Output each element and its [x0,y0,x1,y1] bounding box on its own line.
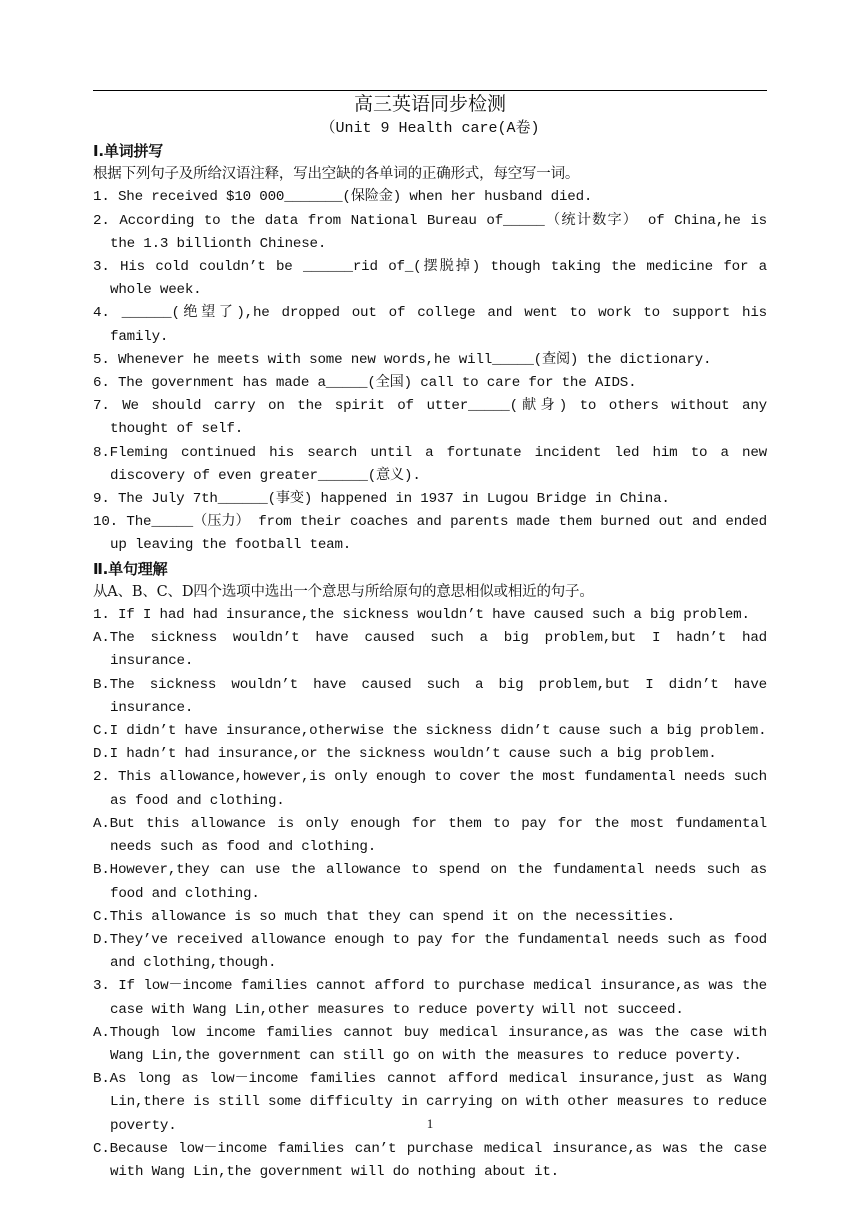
spelling-item: 4. ______(绝望了),he dropped out of college and went to work to support his family. [93,305,767,345]
question-stem: 2. This allowance,however,is only enough to cover the most fundamental needs such as food and clothing. [93,769,767,809]
spelling-item: 6. The government has made a_____(全国) call to care for the AIDS. [93,375,637,392]
question-stem: 1. If I had had insurance,the sickness wouldn’t have caused such a big problem. [93,607,750,624]
answer-option: D.They’ve received allowance enough to pay for the fundamental needs such as food and clothing,though. [93,931,767,972]
page-title: 高三英语同步检测 [353,93,506,115]
section-heading: Ⅰ.单词拼写 [93,142,164,160]
document-body [93,140,767,1184]
answer-option: B.As long as low－income families cannot afford medical insurance,just as Wang Lin,there is still some difficulty in carrying on with other measures to reduce poverty. [93,1071,767,1134]
spelling-item: 7. We should carry on the spirit of utter_____(献身) to others without any thought of self. [93,398,767,438]
section-instruction: 从A、B、C、D四个选项中选出一个意思与所给原句的意思相似或相近的句子。 [93,583,594,600]
answer-option: C.This allowance is so much that they can spend it on the necessities. [93,908,675,925]
answer-option: B.The sickness wouldn’t have caused such a big problem,but I didn’t have insurance. [93,676,767,716]
page-number: 1 [426,1116,434,1131]
answer-option: C.I didn’t have insurance,otherwise the sickness didn’t cause such a big problem. [93,723,767,740]
question-stem: 3. If low－income families cannot afford to purchase medical insurance,as was the case with Wang Lin,other measures to reduce poverty will not succeed. [93,978,767,1018]
spelling-item: 3. His cold couldn’t be ______rid of_(摆脱掉) though taking the medicine for a whole week. [93,259,767,299]
answer-option: D.I hadn’t had insurance,or the sickness wouldn’t cause such a big problem. [93,746,717,763]
spelling-item: 2. According to the data from National Bureau of_____（统计数字） of China,he is the 1.3 billionth Chinese. [93,212,767,252]
answer-option: A.Though low income families cannot buy medical insurance,as was the case with Wang Lin,the government can still go on with the measures to reduce poverty. [93,1024,767,1064]
spelling-item: 1. She received $10 000_______(保险金) when her husband died. [93,189,593,206]
spelling-item: 10. The_____（压力） from their coaches and parents made them burned out and ended up leaving the football team. [93,514,767,554]
spelling-item: 9. The July 7th______(事变) happened in 1937 in Lugou Bridge in China. [93,491,670,508]
answer-option: B.However,they can use the allowance to spend on the fundamental needs such as food and clothing. [93,862,767,902]
answer-option: A.But this allowance is only enough for them to pay for the most fundamental needs such as food and clothing. [93,815,767,856]
section-instruction: 根据下列句子及所给汉语注释，写出空缺的各单词的正确形式，每空写一词。 [93,166,580,183]
answer-option: A.The sickness wouldn’t have caused such a big problem,but I hadn’t had insurance. [93,630,767,670]
section-heading: Ⅱ.单句理解 [93,559,168,578]
answer-option: C.Because low－income families can’t purchase medical insurance,as was the case with Wang Lin,the government will do nothing about it. [93,1140,767,1180]
page-subtitle: （Unit 9 Health care(A卷) [320,120,540,137]
spelling-item: 5. Whenever he meets with some new words,he will_____(查阅) the dictionary. [93,351,712,368]
spelling-item: 8.Fleming continued his search until a fortunate incident led him to a new discovery of even greater______(意义). [93,444,767,484]
header-rule [93,90,767,91]
